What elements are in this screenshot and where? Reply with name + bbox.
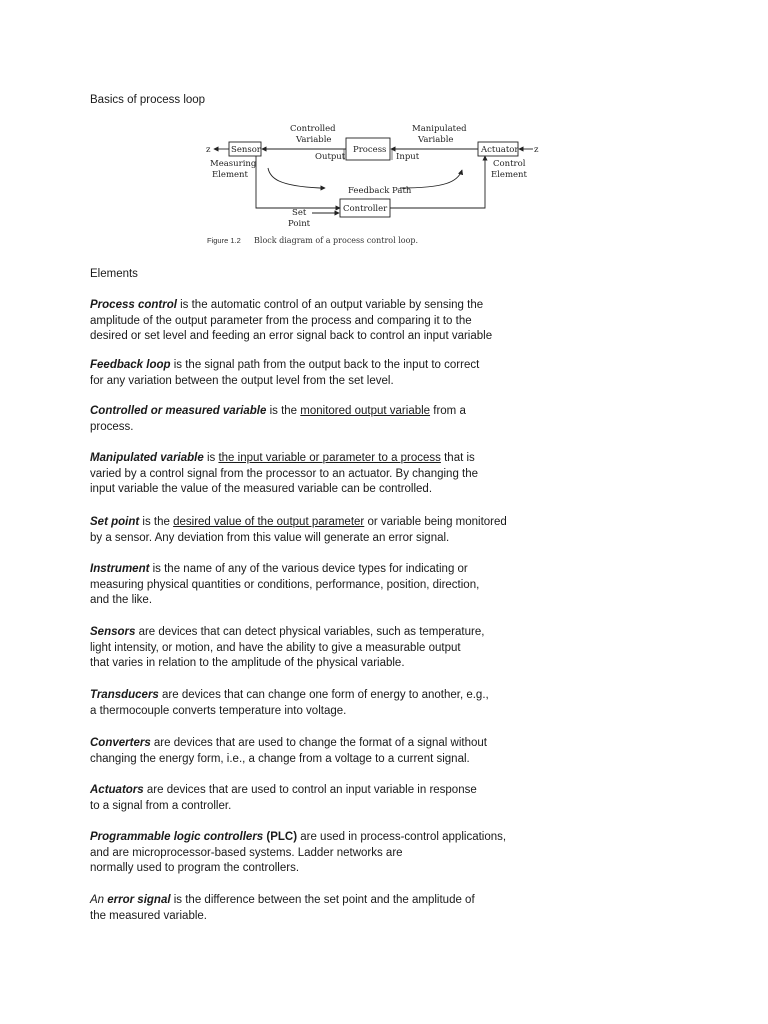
process-label: Process	[353, 145, 387, 155]
term: Instrument	[90, 563, 150, 575]
term: Actuators	[90, 784, 144, 796]
control-element-label-1: Control	[493, 159, 526, 169]
plc-abbreviation: (PLC)	[263, 831, 298, 843]
definition-process-control: Process control is the automatic control of an output variable by sensing the amplitude of the output parameter from the process and comparing it to the desired or set level and feeding an error signal back to control an input variable	[90, 299, 493, 343]
definition-converters: Converters are devices that are used to change the format of a signal without changing the energy form, i.e., a change from a voltage to a current signal.	[90, 737, 487, 765]
figure-caption-text: Block diagram of a process control loop.	[254, 236, 419, 245]
input-label: Input	[396, 152, 420, 162]
term: Feedback loop	[90, 359, 171, 371]
figure-caption-number: Figure 1.2	[207, 236, 241, 245]
definition-plc: Programmable logic controllers (PLC) are used in process-control applications, and are microprocessor-based systems. Ladder networks are normally used to program the controllers.	[90, 831, 507, 875]
manipulated-variable-label-1: Manipulated	[412, 124, 467, 134]
term: Manipulated variable	[90, 452, 204, 464]
actuator-label: Actuator	[481, 145, 519, 155]
z-right-label: z	[534, 145, 539, 155]
measuring-element-label-1: Measuring	[210, 159, 257, 169]
controller-label: Controller	[343, 204, 388, 214]
term: Process control	[90, 299, 177, 311]
term: Programmable logic controllers	[90, 831, 264, 843]
definition-transducers: Transducers are devices that can change one form of energy to another, e.g., a thermocouple converts temperature into voltage.	[90, 689, 489, 717]
controller-to-actuator-path	[390, 156, 485, 208]
output-label: Output	[315, 152, 346, 162]
definition-instrument: Instrument is the name of any of the various device types for indicating or measuring physical quantities or conditions, performance, position, direction, and the like.	[90, 563, 480, 607]
definition-controlled-variable: Controlled or measured variable is the monitored output variable from a process.	[90, 405, 466, 433]
measuring-element-label-2: Element	[212, 170, 248, 180]
term: Transducers	[90, 689, 159, 701]
term: Sensors	[90, 626, 136, 638]
definition-error-signal: An error signal is the difference between the set point and the amplitude of the measured variable.	[90, 894, 475, 922]
definition-sensors: Sensors are devices that can detect physical variables, such as temperature, light intensity, or motion, and have the ability to give a measurable output that varies in relation to the amplitude of the physical variable.	[90, 626, 485, 670]
prefix: An	[90, 894, 108, 906]
control-element-label-2: Element	[491, 170, 527, 180]
set-point-label-2: Point	[288, 219, 311, 229]
sensor-to-controller-path	[256, 156, 340, 208]
block-diagram-svg	[200, 116, 570, 256]
term: error signal	[107, 894, 171, 906]
definition-set-point: Set point is the desired value of the output parameter or variable being monitored by a sensor. Any deviation from this value will generate an error signal.	[90, 516, 507, 544]
term: Controlled or measured variable	[90, 405, 267, 417]
term: Set point	[90, 516, 140, 528]
definition-manipulated-variable: Manipulated variable is the input variable or parameter to a process that is varied by a control signal from the processor to an actuator. By changing the input variable the value of the measured variable can be controlled.	[90, 452, 479, 496]
manipulated-variable-label-2: Variable	[418, 135, 454, 145]
set-point-label-1: Set	[292, 208, 307, 218]
z-left-label: z	[206, 145, 211, 155]
section-heading: Elements	[90, 268, 138, 280]
controlled-variable-label-2: Variable	[296, 135, 332, 145]
feedback-path-curve	[268, 168, 325, 188]
process-loop-block-diagram	[200, 116, 570, 256]
page-title: Basics of process loop	[90, 94, 206, 106]
definition-actuators: Actuators are devices that are used to control an input variable in response to a signal from a controller.	[90, 784, 477, 812]
sensor-label: Sensor	[231, 145, 261, 155]
definition-feedback-loop: Feedback loop is the signal path from the output back to the input to correct for any variation between the output level from the set level.	[90, 359, 480, 387]
term: Converters	[90, 737, 151, 749]
feedback-path-label: Feedback Path	[348, 186, 412, 196]
controlled-variable-label-1: Controlled	[290, 124, 336, 134]
